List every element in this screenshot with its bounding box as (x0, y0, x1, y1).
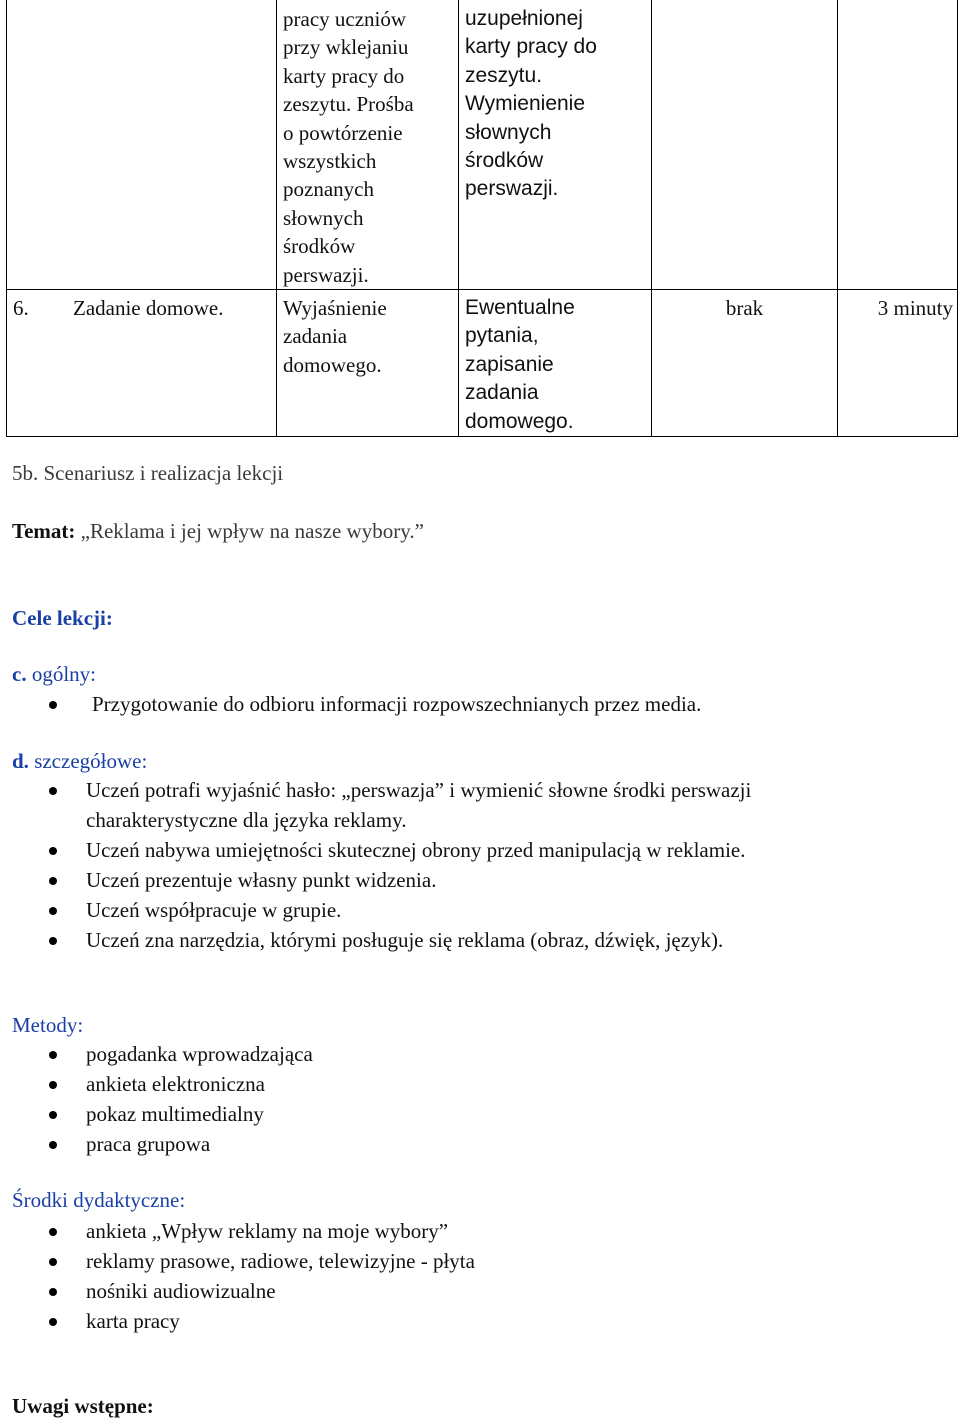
bullet-icon (49, 847, 57, 855)
teacher-activity-cell (277, 290, 459, 437)
table-cell-empty (7, 0, 277, 290)
step-cell (7, 290, 277, 437)
specific-goal-prefix: d. (12, 749, 29, 773)
topic-value: „Reklama i jej wpływ na nasze wybory.” (80, 519, 424, 543)
cell-text-line: domowego. (283, 352, 382, 377)
list-item-text: Uczeń zna narzędzia, którymi posługuje się reklama (obraz, dźwięk, język). (86, 928, 724, 952)
cell-text-line: środków (283, 234, 356, 259)
topic-label: Temat: (12, 519, 76, 543)
table-cell-empty (652, 0, 838, 290)
methods-heading: Metody: (12, 1013, 84, 1037)
bullet-icon (49, 1051, 57, 1059)
cell-text-line: Ewentualne (465, 296, 575, 320)
list-item (0, 1246, 880, 1276)
cell-text-line: zadania (283, 324, 348, 349)
step-number: 6. (13, 296, 29, 321)
cell-text-line: przy wklejaniu (283, 35, 409, 60)
bullet-icon (49, 1228, 57, 1236)
list-item-text: ankieta „Wpływ reklamy na moje wybory” (86, 1219, 449, 1243)
materials-value: brak (725, 296, 764, 321)
general-goal-prefix: c. (12, 662, 27, 686)
cell-text-line: o powtórzenie (283, 120, 403, 145)
list-item-text: pogadanka wprowadzająca (86, 1042, 313, 1066)
bullet-icon (49, 937, 57, 945)
remarks-heading: Uwagi wstępne: (12, 1394, 154, 1418)
cell-text-line: karty pracy do (283, 63, 405, 88)
cell-text-line: zadania (465, 381, 539, 405)
cell-text-line: uzupełnionej (465, 7, 583, 30)
methods-list (0, 1039, 880, 1159)
list-item (0, 689, 870, 719)
list-item-text: nośniki audiowizualne (86, 1279, 276, 1303)
list-item (0, 775, 880, 835)
cell-text-line: domowego. (465, 409, 574, 433)
goals-heading: Cele lekcji: (12, 606, 113, 630)
general-goals-list (0, 689, 870, 719)
list-item (0, 895, 880, 925)
general-goal-title: ogólny: (31, 662, 96, 686)
list-item (0, 835, 880, 865)
bullet-icon (49, 907, 57, 915)
lesson-plan-table (6, 0, 958, 437)
cell-text-line: pytania, (465, 324, 539, 348)
list-item-text: praca grupowa (86, 1132, 211, 1156)
specific-goals-label (12, 747, 147, 775)
list-item-text: pokaz multimedialny (86, 1102, 264, 1126)
student-activity-cell (459, 0, 652, 290)
list-item-text: karta pracy (86, 1309, 180, 1333)
cell-text-line: perswazji. (465, 177, 559, 201)
bullet-icon (49, 701, 57, 709)
list-item (0, 1039, 880, 1069)
step-name: Zadanie domowe. (73, 296, 224, 321)
cell-text-line: pracy uczniów (283, 7, 407, 31)
bullet-icon (49, 1288, 57, 1296)
specific-goal-title: szczegółowe: (34, 749, 148, 773)
cell-text-line: słownych (283, 205, 364, 230)
cell-text-line: zeszytu. (465, 63, 543, 87)
cell-text-line: wszystkich (283, 149, 377, 174)
student-activity-cell (459, 290, 652, 437)
cell-text-line: poznanych (283, 177, 374, 202)
bullet-icon (49, 1318, 57, 1326)
bullet-icon (49, 877, 57, 885)
table-row (7, 0, 958, 290)
bullet-icon (49, 1258, 57, 1266)
list-item (0, 1306, 880, 1336)
teacher-activity-cell (277, 0, 459, 290)
teaching-aids-list (0, 1216, 880, 1336)
list-item-text: Uczeń nabywa umiejętności skutecznej obrony przed manipulacją w reklamie. (86, 838, 746, 862)
cell-text-line: karty pracy do (465, 35, 597, 59)
materials-cell (652, 290, 838, 437)
cell-text-line: słownych (465, 120, 552, 144)
cell-text-line: Wyjaśnienie (283, 296, 387, 321)
bullet-icon (49, 1111, 57, 1119)
bullet-icon (49, 1141, 57, 1149)
list-teacher (283, 294, 452, 379)
list-item (0, 865, 880, 895)
list-col-b (283, 5, 452, 289)
specific-goals-list (0, 775, 880, 955)
time-value: 3 minuty (877, 296, 953, 321)
section-heading: 5b. Scenariusz i realizacja lekcji (12, 461, 284, 485)
list-item-text: Uczeń prezentuje własny punkt widzenia. (86, 868, 437, 892)
list-item (0, 1069, 880, 1099)
table-row (7, 290, 958, 437)
list-students (465, 294, 645, 436)
list-item-text: Uczeń potrafi wyjaśnić hasło: „perswazja” i wymienić słowne środki perswazji charakterystyczne dla języka reklamy. (86, 778, 752, 832)
general-goal-label (12, 660, 96, 688)
list-item-text: ankieta elektroniczna (86, 1072, 265, 1096)
topic-line (12, 517, 424, 545)
cell-text-line: środków (465, 149, 544, 173)
list-item (0, 1099, 880, 1129)
list-item (0, 1276, 880, 1306)
list-item-text: reklamy prasowe, radiowe, telewizyjne - płyta (86, 1249, 475, 1273)
list-item (0, 925, 880, 955)
list-item (0, 1129, 880, 1159)
cell-text-line: zeszytu. Prośba (283, 92, 414, 117)
list-item (0, 1216, 880, 1246)
teaching-aids-heading: Środki dydaktyczne: (12, 1188, 186, 1212)
cell-text-line: Wymienienie (465, 92, 586, 116)
table-cell-empty (838, 0, 958, 290)
bullet-icon (49, 787, 57, 795)
bullet-icon (49, 1081, 57, 1089)
list-col-c (465, 5, 645, 204)
cell-text-line: perswazji. (283, 262, 369, 287)
time-cell (838, 290, 958, 437)
list-item-text: Przygotowanie do odbioru informacji rozpowszechnianych przez media. (92, 692, 702, 716)
list-item-text: Uczeń współpracuje w grupie. (86, 898, 342, 922)
cell-text-line: zapisanie (465, 352, 554, 376)
